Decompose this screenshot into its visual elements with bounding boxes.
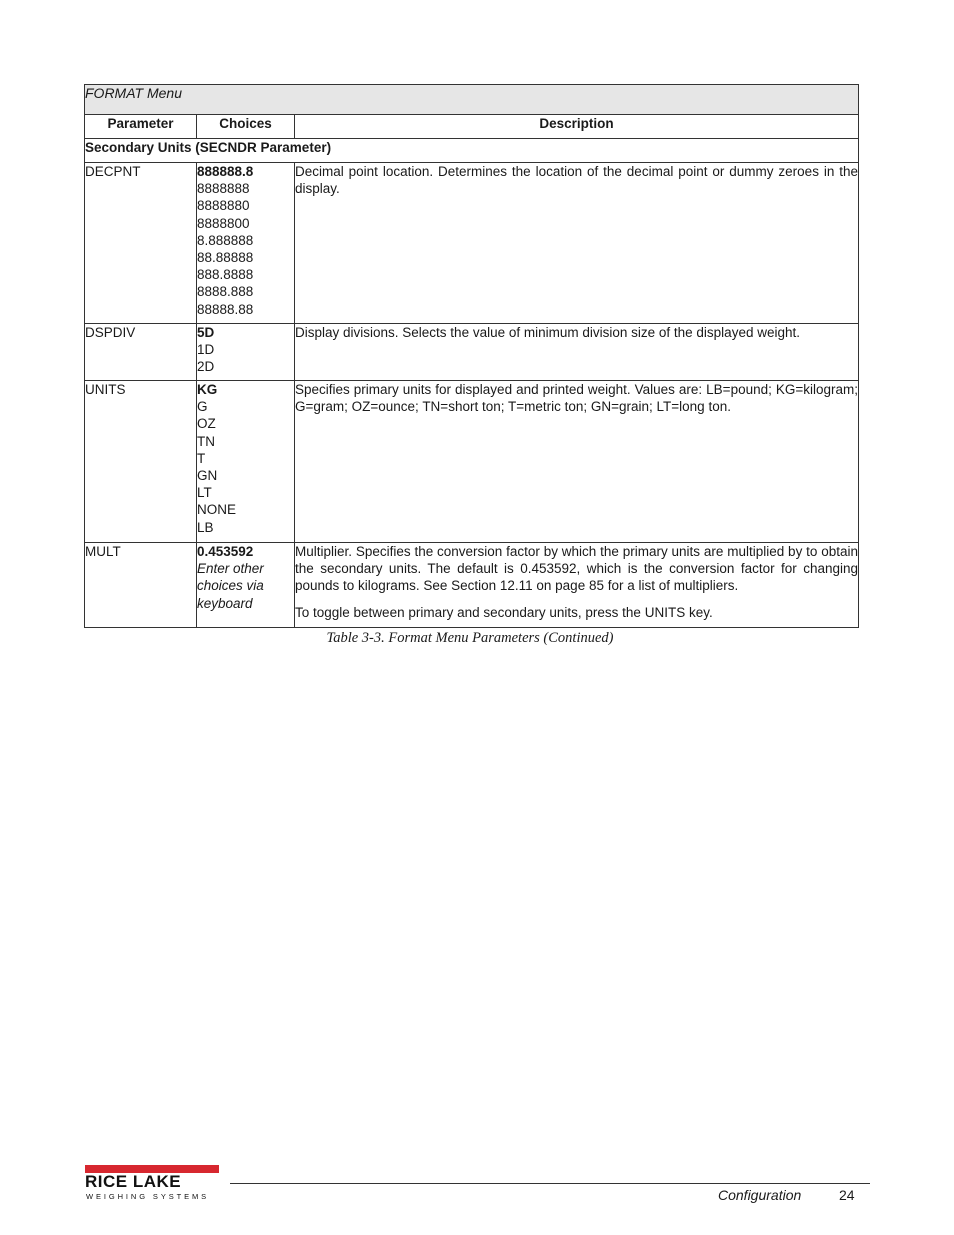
table-row (85, 163, 859, 324)
header-row (85, 115, 859, 139)
footer-section-name: Configuration (718, 1187, 802, 1203)
header-choices: Choices (197, 115, 295, 139)
menu-title: FORMAT Menu (85, 85, 859, 115)
page-number: 24 (839, 1187, 855, 1203)
header-description: Description (295, 115, 859, 139)
choice: 8888.888 (197, 284, 254, 300)
table-row (85, 543, 859, 628)
choice-note: keyboard (197, 595, 253, 611)
table-caption: Table 3-3. Format Menu Parameters (Continued) (326, 630, 614, 646)
choice: 8888800 (197, 215, 250, 231)
choice: OZ (197, 416, 216, 432)
table-row (85, 381, 859, 543)
param-cell: MULT (85, 543, 197, 628)
description-cell (295, 163, 859, 324)
description-cell (295, 543, 859, 628)
choice-default: KG (197, 382, 218, 397)
description-text: Multiplier. Specifies the conversion factor by which the primary units are multiplied by to obtain the secondary units. The default is 0.453592, which is the conversion factor for changing pounds to kilograms. See Section 12.11 on page 85 for a list of multipliers. (295, 544, 859, 594)
choice: LB (197, 519, 214, 535)
table-row (85, 324, 859, 381)
choices-cell (197, 163, 295, 324)
choices-cell (197, 543, 295, 628)
choice-note: choices via (197, 578, 264, 594)
choice: 8.888888 (197, 232, 254, 248)
choice: LT (197, 485, 212, 501)
choice-default: 5D (197, 325, 215, 340)
section-title: Secondary Units (SECNDR Parameter) (85, 139, 859, 163)
header-parameter: Parameter (85, 115, 197, 139)
choice: T (197, 450, 206, 466)
choice: GN (197, 468, 218, 484)
choice: 8888880 (197, 198, 250, 214)
logo-name: RICE LAKE (85, 1172, 182, 1191)
choice: 2D (197, 359, 215, 375)
choice-default: 888888.8 (197, 164, 254, 179)
choice: 8888888 (197, 181, 250, 197)
choice-note: Enter other (197, 561, 264, 577)
choice: NONE (197, 502, 237, 518)
description-note: To toggle between primary and secondary units, press the UNITS key. (295, 604, 713, 620)
choice: 888.8888 (197, 267, 254, 283)
choices-cell (197, 381, 295, 543)
menu-title-row (85, 85, 859, 115)
description-text: Decimal point location. Determines the location of the decimal point or dummy zeroes in the display. (295, 164, 859, 197)
choice: 88.88888 (197, 250, 254, 266)
description-cell (295, 381, 859, 543)
param-cell: UNITS (85, 381, 197, 543)
format-menu-table (84, 84, 859, 628)
param-cell: DSPDIV (85, 324, 197, 381)
choice: 1D (197, 342, 215, 358)
choice: TN (197, 433, 215, 449)
footer-divider (230, 1183, 870, 1184)
description-cell (295, 324, 859, 381)
choice: G (197, 399, 208, 415)
description-text: Display divisions. Selects the value of minimum division size of the displayed weight. (295, 325, 800, 340)
choice: 88888.88 (197, 301, 254, 317)
choice-default: 0.453592 (197, 544, 254, 559)
choices-cell (197, 324, 295, 381)
rice-lake-logo (85, 1165, 225, 1205)
logo-subtitle: WEIGHING SYSTEMS (86, 1192, 210, 1201)
section-row (85, 139, 859, 163)
param-cell: DECPNT (85, 163, 197, 324)
description-text: Specifies primary units for displayed and printed weight. Values are: LB=pound; KG=kilogram; G=gram; OZ=ounce; TN=short ton; T=metric ton; GN=grain; LT=long ton. (295, 382, 859, 415)
